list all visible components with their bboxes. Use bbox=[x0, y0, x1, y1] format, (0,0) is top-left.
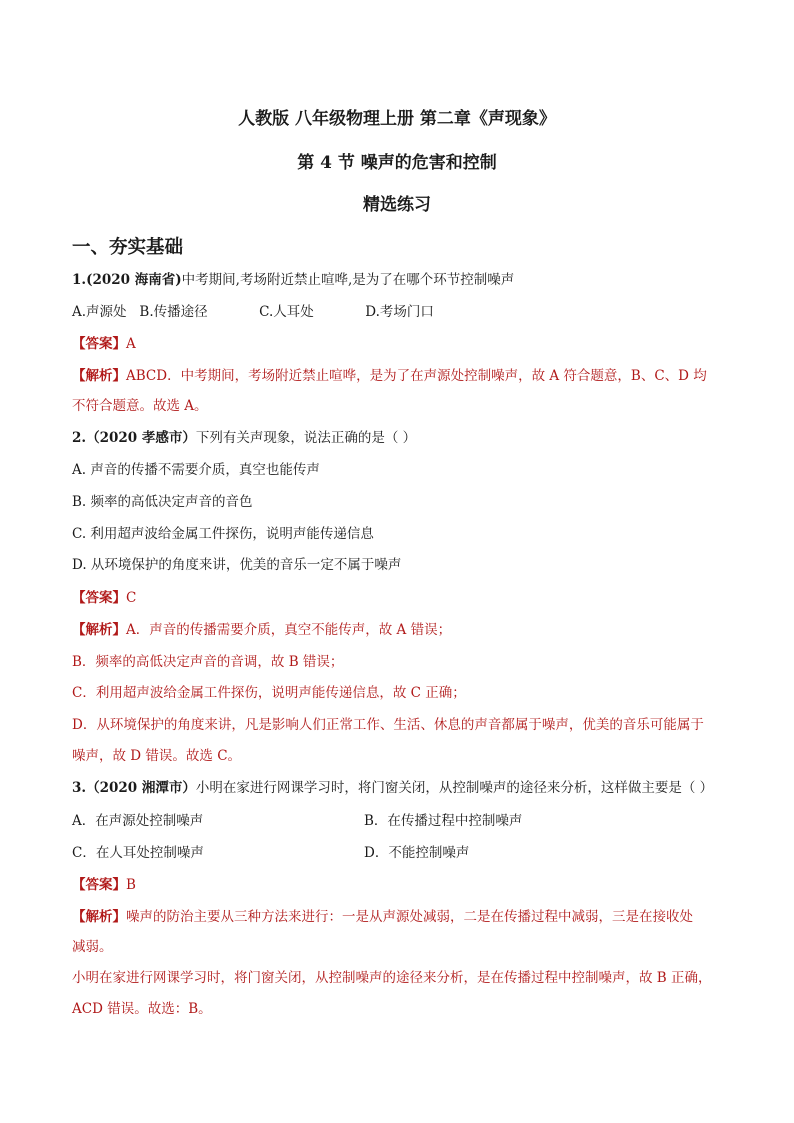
option-b: B．在传播过程中控制噪声 bbox=[364, 813, 523, 829]
subtitle: 精选练习 bbox=[363, 195, 431, 215]
document-title: 人教版 八年级物理上册 第二章《声现象》 bbox=[238, 109, 556, 129]
question-1 bbox=[72, 270, 514, 290]
analysis-text: 减弱。 bbox=[72, 939, 113, 955]
options-row-1 bbox=[72, 811, 722, 831]
option-d: D．不能控制噪声 bbox=[364, 845, 470, 861]
option-c: C. 利用超声波给金属工件探伤，说明声能传递信息 bbox=[72, 526, 374, 542]
answer bbox=[72, 588, 136, 608]
question-stem: 下列有关声现象，说法正确的是（ ） bbox=[195, 430, 417, 446]
option-c: C．在人耳处控制噪声 bbox=[72, 845, 204, 861]
question-3 bbox=[72, 778, 713, 798]
analysis-text: ACD 错误。故选：B。 bbox=[72, 1001, 212, 1017]
analysis-text: 噪声的防治主要从三种方法来进行：一是从声源处减弱，二是在传播过程中减弱，三是在接收处 bbox=[126, 909, 693, 925]
answer-tag: 【答案】 bbox=[72, 590, 126, 606]
analysis-text: 不符合题意。故选 A。 bbox=[72, 398, 208, 414]
question-number: 2.（2020 孝感市） bbox=[72, 430, 196, 446]
option-a: A. 声音的传播不需要介质，真空也能传声 bbox=[72, 462, 320, 478]
section-heading: 一、夯实基础 bbox=[72, 237, 184, 258]
question-stem: 中考期间,考场附近禁止喧哗,是为了在哪个环节控制噪声 bbox=[181, 272, 515, 288]
analysis bbox=[72, 620, 451, 640]
analysis-text: ABCD．中考期间，考场附近禁止喧哗，是为了在声源处控制噪声，故 A 符合题意，B、C、D 均 bbox=[126, 368, 707, 384]
answer-tag: 【答案】 bbox=[72, 336, 126, 352]
analysis-tag: 【解析】 bbox=[72, 909, 126, 925]
answer-value: C bbox=[126, 590, 137, 606]
analysis-text: 噪声，故 D 错误。故选 C。 bbox=[72, 748, 242, 764]
question-2 bbox=[72, 428, 416, 448]
analysis-text: B．频率的高低决定声音的音调，故 B 错误； bbox=[72, 654, 344, 670]
option-b: B. 频率的高低决定声音的音色 bbox=[72, 494, 253, 510]
analysis-text: C．利用超声波给金属工件探伤，说明声能传递信息，故 C 正确； bbox=[72, 685, 466, 701]
options-row-2 bbox=[72, 843, 722, 863]
analysis bbox=[72, 907, 693, 927]
question-stem: 小明在家进行网课学习时，将门窗关闭，从控制噪声的途径来分析，这样做主要是（ ） bbox=[195, 780, 714, 796]
answer-tag: 【答案】 bbox=[72, 877, 126, 893]
answer-value: B bbox=[126, 877, 136, 893]
analysis-tag: 【解析】 bbox=[72, 622, 126, 638]
option-a: A．在声源处控制噪声 bbox=[72, 813, 204, 829]
analysis bbox=[72, 366, 707, 386]
answer bbox=[72, 334, 136, 354]
analysis-text: 小明在家进行网课学习时，将门窗关闭，从控制噪声的途径来分析，是在传播过程中控制噪声，故 B 正确， bbox=[72, 970, 712, 986]
answer bbox=[72, 875, 136, 895]
analysis-text: D．从环境保护的角度来讲，凡是影响人们正常工作、生活、休息的声音都属于噪声，优美的音乐可能属于 bbox=[72, 717, 704, 733]
analysis-text: A．声音的传播需要介质，真空不能传声，故 A 错误； bbox=[126, 622, 452, 638]
question-number: 3.（2020 湘潭市） bbox=[72, 780, 196, 796]
option-d: D. 从环境保护的角度来讲，优美的音乐一定不属于噪声 bbox=[72, 557, 402, 573]
answer-value: A bbox=[126, 336, 136, 352]
analysis-tag: 【解析】 bbox=[72, 368, 126, 384]
question-number: 1.(2020 海南省) bbox=[72, 272, 182, 288]
section-title: 第 4 节 噪声的危害和控制 bbox=[297, 153, 497, 173]
question-options: A.声源处 B.传播途径 C.人耳处 D.考场门口 bbox=[72, 304, 434, 320]
